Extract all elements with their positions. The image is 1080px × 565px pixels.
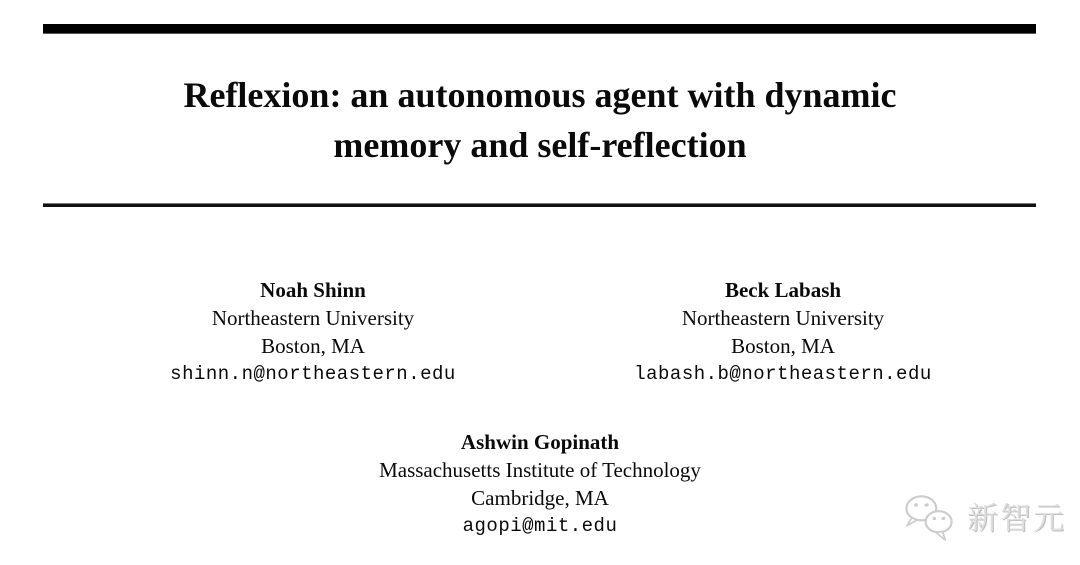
title-line-1: Reflexion: an autonomous agent with dynamic (183, 75, 897, 115)
author-affiliation: Northeastern University (211, 306, 415, 330)
author-location: Boston, MA (731, 334, 835, 358)
page-title (40, 70, 1040, 170)
top-thick-rule (43, 24, 1036, 34)
author-block-beck-labash (533, 276, 1033, 388)
author-email: shinn.n@northeastern.edu (170, 363, 456, 385)
wechat-speech-bubbles-icon (901, 492, 959, 547)
author-name: Noah Shinn (260, 278, 366, 302)
title-divider-rule (43, 203, 1036, 207)
watermark-text: 新智元 (967, 501, 1066, 537)
author-block-ashwin-gopinath (290, 428, 790, 540)
author-name: Ashwin Gopinath (460, 430, 620, 454)
author-affiliation: Massachusetts Institute of Technology (379, 458, 701, 482)
author-name: Beck Labash (724, 278, 842, 302)
watermark-logo (901, 492, 1066, 547)
author-location: Cambridge, MA (471, 486, 609, 510)
author-email: agopi@mit.edu (462, 515, 618, 537)
author-block-noah-shinn (63, 276, 563, 388)
author-location: Boston, MA (261, 334, 365, 358)
author-email: labash.b@northeastern.edu (634, 363, 932, 385)
title-line-2: memory and self-reflection (333, 125, 747, 165)
author-affiliation: Northeastern University (681, 306, 885, 330)
